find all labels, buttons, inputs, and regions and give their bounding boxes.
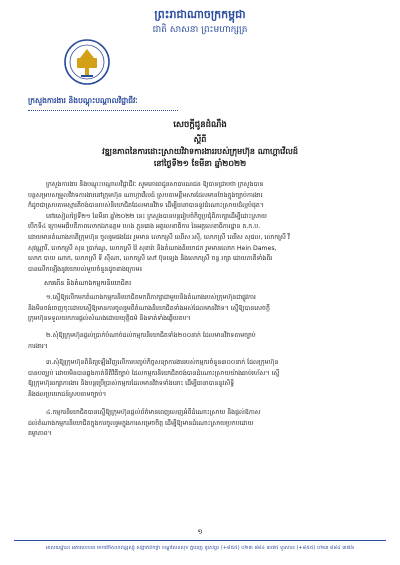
ministry-name: ក្រសួងការងារ និងបណ្តុះបណ្តាលវិជ្ជាជីវៈ <box>28 96 138 105</box>
subject-line: វឌ្ឍនភាពនៃការដោះស្រាយវិវាទការងាររបស់ក្រុមហ៊ុន ណាហ្គាវើលដ៍ <box>102 147 298 156</box>
intro-line: បានលើកឡើងនូវយោបល់មួយចំនួនដូចខាងក្រោម៖ <box>28 265 143 273</box>
paragraph-line: តម្លាភាព។ <box>28 430 52 438</box>
intro-line: ក៏ដូចជាស្របតាមស្មារតីចង់បានរបស់និយោជិតដែលមានវិវាទ ដើម្បីធានាបាននូវដំណោះស្រាយដ៏ល្អបំផុត។ <box>28 202 264 210</box>
demand-paragraph-3 <box>28 358 372 400</box>
ministry-logo-icon <box>62 38 112 86</box>
paragraph-line: ៣.សុំឱ្យក្រុមហ៊ុនពិនិត្យឡើងវិញលើការបញ្ចប់កិច្ចសន្យាការងាររបស់កម្មករចំនួន៣០០នាក់ ដែលក្រុមហ៊ុន <box>46 359 279 366</box>
paragraph-line: ៤.កម្មករនិយោជិតបានស្នើឱ្យក្រុមហ៊ុនផ្តល់ព័ត៌មានពេញលេញអំពីដំណោះស្រាយ និងផ្តល់ឱកាស <box>46 409 261 416</box>
footer-divider <box>14 540 386 541</box>
subject-line: នៅថ្ងៃទី២១ ខែមីនា ឆ្នាំ២០២២ <box>153 159 247 168</box>
national-motto: ជាតិ សាសនា ព្រះមហាក្សត្រ <box>152 25 248 35</box>
paragraph-line: និងមិនចង់ចេញចុះដោយស្នើឱ្យមានការចូលរួមពីតំណាងនិយោជិតទាំងអស់ដែលមានវិវាទ។ ស្នើឱ្យបានសេចក្តី <box>28 304 270 312</box>
paragraph-line: ដល់តំណាងកម្មករនិយោជិតក្នុងការចូលរួមក្នុងការសម្រេចចិត្ត ដើម្បីឱ្យមានដំណោះស្រាយប្រកបដោយ <box>28 419 254 427</box>
paragraph-line: ឱ្យក្រុមហ៊ុនរក្សាការងារ និងបន្តប្រើប្រាស់កម្មករដែលមានវិវាទទាំងនោះ ដើម្បីធានាបាននូវសិទ្ធិ <box>28 380 235 388</box>
about-label: ស្តីពី <box>193 135 207 144</box>
section-heading: សារពើន និងតំណាងកម្មករនិយោជិត៖ <box>44 279 132 287</box>
intro-line: បើកទី៤ ក្រោមអធិបតីភាពលោកឯកឧត្តម ហេង ភ្លុនឆេង អគ្គលេខាធិការ នៃអគ្គលេខាធិការដ្ឋាន គ.ក.ប. <box>28 223 261 231</box>
page-number: ១ <box>197 528 203 536</box>
demand-paragraph-4 <box>28 408 372 440</box>
subject-heading <box>40 146 360 170</box>
paragraph-line: និងផលប្រយោជន៍ស្របតាមច្បាប់។ <box>28 390 107 398</box>
intro-line: សុវណ្ណារី, លោកស្រី សុខ ប្រាក់ណូ, លោកស្រី វ៉ៃ សុខារ៉ា និងតំណាងនិយោជក រួមមានលោក Hein Dames, <box>28 244 277 252</box>
kingdom-heading: ព្រះរាជាណាចក្រកម្ពុជា <box>154 8 246 21</box>
intro-line: ក្រសួងការងារ និងបណ្តុះបណ្តាលវិជ្ជាជីវៈ សូមគោរពជូនសាធារណជន ឱ្យបានជ្រាបថា ក្រសួងបាន <box>46 181 264 188</box>
paragraph-line: ក្រុមហ៊ុនទទួលយកការផ្តល់សំណងដោយយុត្តិធម៌ និងទាត់ទាំងឆ្លើយតប។ <box>28 315 191 323</box>
intro-line: លោក បាយ ណាក, លោកស្រី ទី ស៊ីណា, លោកស្រី សៅ ប៊ុនទ្បេង និងលោកស្រី ចន្ទ រក្សា ដោយភាគីទាំងពីរ <box>28 255 273 263</box>
demand-paragraph-2 <box>28 331 372 352</box>
footer-address: អាសយដ្ឋាន៖ អគារលេខ៣ មហាវិថីសហព័ន្ធរុស្ស៊ី សង្កាត់ទឹកថ្លា ខណ្ឌសែនសុខ ភ្នំពេញ ទូរស័ព្ទ៖ (+៨៥៥) ០២៣ ៨៨៤ ៣៧៥ ទូរសារ៖ (+៨៥៥) ០២៣ ៨៨៤ ៣៧៦ <box>45 545 355 551</box>
intro-line: ដោយមានតំណាងភាគីក្រុមហ៊ុន ចូលរួមផងដែរ រួមមាន លោកស្រី ឈើស រស៊ី, លោកស្រី ឈើស សុផល, លោកស្រី វី <box>28 233 290 241</box>
document-type: សេចក្តីជូនដំណឹង <box>173 120 227 130</box>
paragraph-line: ២.សុំឱ្យក្រុមហ៊ុនផ្តល់ប្រាក់បំណាច់ដល់កម្មករនិយោជិតទាំង២០០នាក់ ដែលមានវិវាទតាមច្បាប់ <box>46 332 256 339</box>
demand-paragraph-1 <box>28 293 372 325</box>
paragraph-line: ១.ស្នើឱ្យលើកមកតំណាងកម្មករនិយោជិតមកពិភាក្សាជាមួយនិងតំណាងរបស់ក្រុមហ៊ុនជាផ្លូវការ <box>46 294 256 301</box>
paragraph-line: ការងារ។ <box>28 342 48 350</box>
intro-line: នៅរសៀលថ្ងៃទី២១ ខែមីនា ឆ្នាំ២០២២ នេះ ក្រសួងបានបន្តរៀបចំកិច្ចប្រជុំពិភាក្សាដើម្បីដោះស្រាយ <box>46 212 267 220</box>
ministry-divider <box>28 110 178 111</box>
intro-line: បន្តសម្របសម្រួលវិវាទការងារនៅក្រុមហ៊ុន ណាហ្គាវើលដ៍ ស្របតាមខ្លឹមសារដែលមានចែងក្នុងច្បាប់ការងារ <box>28 191 263 199</box>
paragraph-line: បានបញ្ឈប់ ដោយមិនបានឆ្លងកាត់នីតិវិធីច្បាប់ ដែលកម្មករនិយោជិតចង់បានដំណោះស្រាយយ៉ាងឆាប់រហ័ស។ ស្នើ <box>28 369 280 377</box>
intro-paragraph <box>28 180 372 275</box>
